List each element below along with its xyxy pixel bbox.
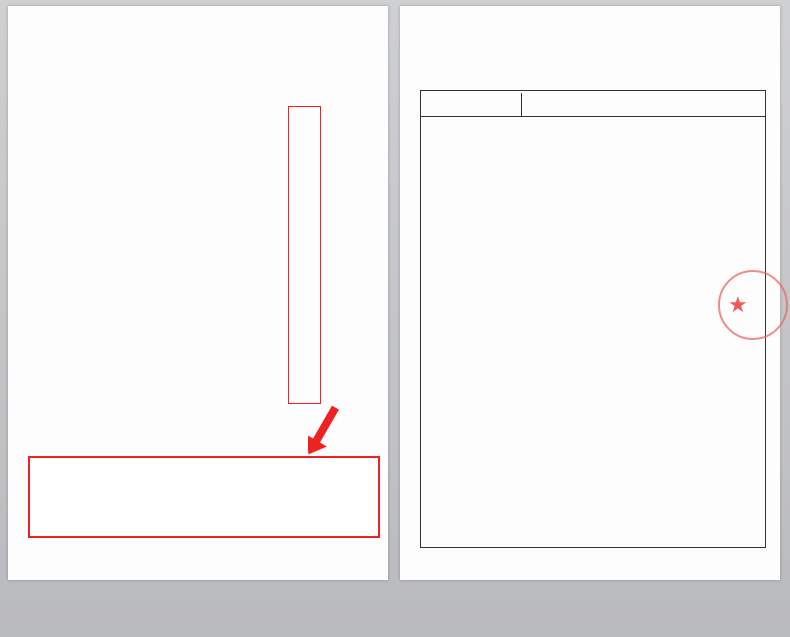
zoomed-results-table bbox=[28, 456, 380, 538]
result-column-highlight bbox=[288, 106, 321, 404]
callout-arrow-icon bbox=[308, 404, 348, 460]
star-icon: ★ bbox=[728, 292, 748, 317]
identification-table-header bbox=[421, 91, 765, 117]
sgs-test-report-page bbox=[8, 6, 388, 580]
official-seal bbox=[718, 270, 788, 340]
transport-certificate-page bbox=[400, 6, 780, 580]
identification-table bbox=[420, 90, 766, 548]
certificate-number bbox=[678, 56, 682, 63]
page-number bbox=[688, 82, 692, 89]
